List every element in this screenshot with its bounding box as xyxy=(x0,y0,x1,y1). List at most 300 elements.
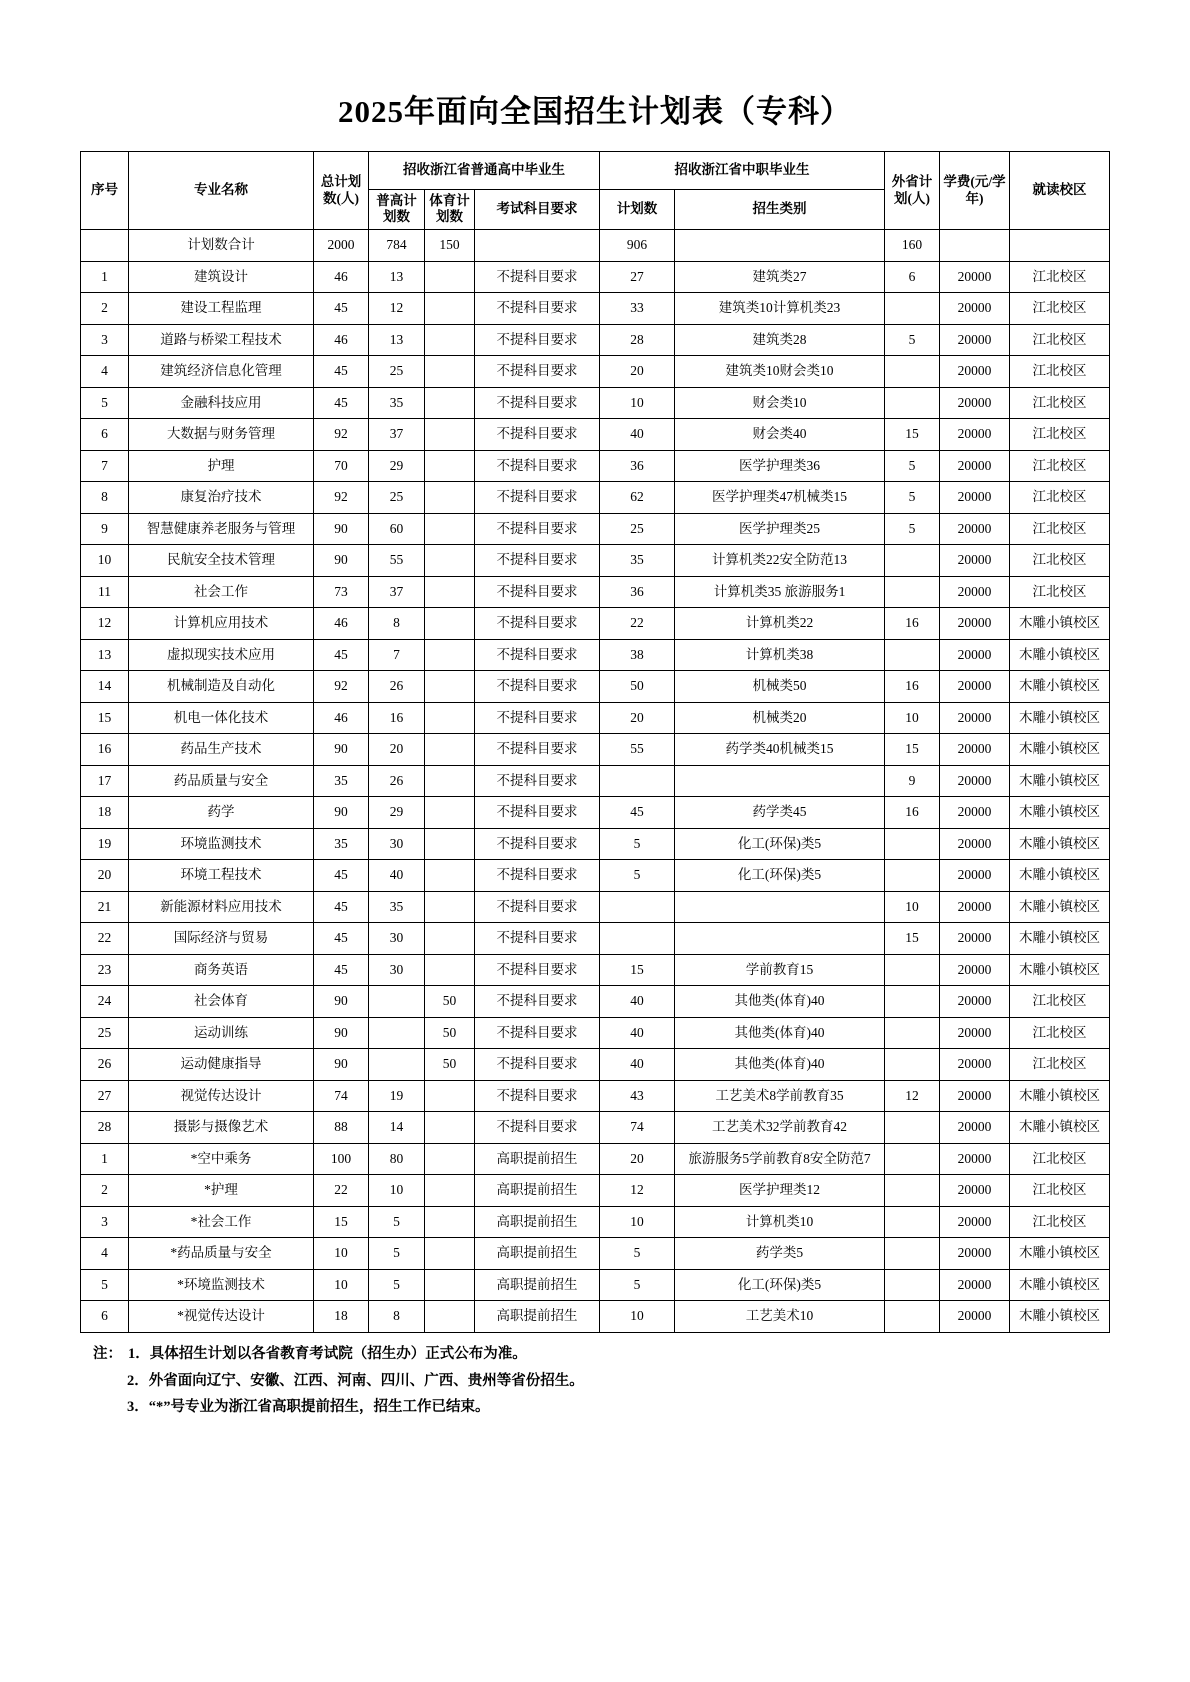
cell-exam-req: 不提科目要求 xyxy=(474,923,599,955)
cell-major: 护理 xyxy=(128,450,313,482)
cell-out-province: 10 xyxy=(885,702,940,734)
cell-zz-category: 医学护理类36 xyxy=(675,450,885,482)
cell-seq: 15 xyxy=(80,702,128,734)
cell-campus: 木雕小镇校区 xyxy=(1010,1112,1110,1144)
cell-exam-req: 高职提前招生 xyxy=(474,1238,599,1270)
cell-fee: 20000 xyxy=(940,671,1010,703)
cell-pg-plan xyxy=(368,986,424,1018)
cell-fee: 20000 xyxy=(940,576,1010,608)
cell-pg-plan: 26 xyxy=(368,765,424,797)
cell-campus: 木雕小镇校区 xyxy=(1010,860,1110,892)
cell-exam-req: 高职提前招生 xyxy=(474,1269,599,1301)
cell-zz-category: 医学护理类47机械类15 xyxy=(675,482,885,514)
cell-exam-req: 不提科目要求 xyxy=(474,828,599,860)
cell-fee: 20000 xyxy=(940,765,1010,797)
table-row xyxy=(80,860,1109,892)
cell-total: 73 xyxy=(313,576,368,608)
summary-pg: 784 xyxy=(368,230,424,262)
cell-zz-category: 计算机类38 xyxy=(675,639,885,671)
cell-major: 机械制造及自动化 xyxy=(128,671,313,703)
cell-pg-plan xyxy=(368,1017,424,1049)
cell-campus: 江北校区 xyxy=(1010,293,1110,325)
cell-seq: 4 xyxy=(80,356,128,388)
cell-major: 计算机应用技术 xyxy=(128,608,313,640)
cell-out-province xyxy=(885,356,940,388)
cell-total: 45 xyxy=(313,639,368,671)
cell-seq: 7 xyxy=(80,450,128,482)
cell-out-province: 15 xyxy=(885,923,940,955)
cell-major: 药学 xyxy=(128,797,313,829)
cell-seq: 20 xyxy=(80,860,128,892)
cell-total: 22 xyxy=(313,1175,368,1207)
cell-total: 46 xyxy=(313,324,368,356)
cell-seq: 4 xyxy=(80,1238,128,1270)
cell-total: 10 xyxy=(313,1269,368,1301)
cell-exam-req: 高职提前招生 xyxy=(474,1206,599,1238)
cell-major: 摄影与摄像艺术 xyxy=(128,1112,313,1144)
header-ty-plan: 体育计划数 xyxy=(424,189,474,230)
cell-total: 45 xyxy=(313,293,368,325)
cell-exam-req: 高职提前招生 xyxy=(474,1175,599,1207)
note-text-2: 2．外省面向辽宁、安徽、江西、河南、四川、广西、贵州等省份招生。 xyxy=(127,1372,584,1389)
summary-exam-empty xyxy=(474,230,599,262)
cell-seq: 6 xyxy=(80,1301,128,1333)
cell-zz-category: 计算机类22安全防范13 xyxy=(675,545,885,577)
cell-campus: 木雕小镇校区 xyxy=(1010,765,1110,797)
cell-out-province xyxy=(885,828,940,860)
header-row-1 xyxy=(80,152,1109,190)
cell-out-province xyxy=(885,1269,940,1301)
cell-major: 康复治疗技术 xyxy=(128,482,313,514)
cell-out-province: 5 xyxy=(885,482,940,514)
cell-campus: 江北校区 xyxy=(1010,1175,1110,1207)
cell-zz-plan: 36 xyxy=(600,576,675,608)
cell-campus: 木雕小镇校区 xyxy=(1010,639,1110,671)
cell-fee: 20000 xyxy=(940,482,1010,514)
cell-campus: 木雕小镇校区 xyxy=(1010,797,1110,829)
cell-total: 90 xyxy=(313,797,368,829)
note-text-1: 1．具体招生计划以各省教育考试院（招生办）正式公布为准。 xyxy=(128,1345,527,1362)
cell-ty-plan xyxy=(424,671,474,703)
cell-pg-plan: 25 xyxy=(368,482,424,514)
cell-major: 机电一体化技术 xyxy=(128,702,313,734)
cell-zz-category: 其他类(体育)40 xyxy=(675,1049,885,1081)
cell-campus: 江北校区 xyxy=(1010,1049,1110,1081)
cell-ty-plan xyxy=(424,828,474,860)
table-row xyxy=(80,923,1109,955)
table-row xyxy=(80,702,1109,734)
cell-ty-plan xyxy=(424,576,474,608)
cell-ty-plan xyxy=(424,702,474,734)
cell-ty-plan xyxy=(424,891,474,923)
summary-label: 计划数合计 xyxy=(128,230,313,262)
cell-ty-plan xyxy=(424,734,474,766)
cell-ty-plan xyxy=(424,765,474,797)
cell-fee: 20000 xyxy=(940,891,1010,923)
cell-zz-plan: 10 xyxy=(600,1206,675,1238)
cell-zz-plan: 20 xyxy=(600,1143,675,1175)
cell-major: *药品质量与安全 xyxy=(128,1238,313,1270)
cell-zz-plan: 5 xyxy=(600,1269,675,1301)
cell-campus: 木雕小镇校区 xyxy=(1010,1269,1110,1301)
cell-campus: 木雕小镇校区 xyxy=(1010,891,1110,923)
cell-fee: 20000 xyxy=(940,986,1010,1018)
cell-ty-plan xyxy=(424,860,474,892)
table-row xyxy=(80,324,1109,356)
admission-plan-table xyxy=(80,151,1110,1333)
note-line-1 xyxy=(93,1341,1097,1368)
table-row xyxy=(80,1238,1109,1270)
table-row xyxy=(80,734,1109,766)
cell-pg-plan: 8 xyxy=(368,608,424,640)
cell-campus: 江北校区 xyxy=(1010,1206,1110,1238)
cell-major: 环境工程技术 xyxy=(128,860,313,892)
cell-ty-plan: 50 xyxy=(424,1017,474,1049)
cell-major: 道路与桥梁工程技术 xyxy=(128,324,313,356)
cell-out-province: 10 xyxy=(885,891,940,923)
cell-pg-plan: 30 xyxy=(368,923,424,955)
table-row xyxy=(80,419,1109,451)
cell-fee: 20000 xyxy=(940,608,1010,640)
cell-fee: 20000 xyxy=(940,513,1010,545)
note-line-3 xyxy=(93,1394,1097,1421)
summary-row xyxy=(80,230,1109,262)
cell-out-province xyxy=(885,1017,940,1049)
cell-seq: 2 xyxy=(80,1175,128,1207)
cell-major: *环境监测技术 xyxy=(128,1269,313,1301)
cell-ty-plan xyxy=(424,545,474,577)
cell-out-province xyxy=(885,387,940,419)
cell-seq: 6 xyxy=(80,419,128,451)
cell-campus: 江北校区 xyxy=(1010,482,1110,514)
cell-exam-req: 不提科目要求 xyxy=(474,419,599,451)
cell-pg-plan: 30 xyxy=(368,828,424,860)
table-row xyxy=(80,1049,1109,1081)
cell-ty-plan xyxy=(424,639,474,671)
cell-out-province: 5 xyxy=(885,324,940,356)
cell-total: 35 xyxy=(313,828,368,860)
cell-major: 国际经济与贸易 xyxy=(128,923,313,955)
cell-seq: 10 xyxy=(80,545,128,577)
cell-fee: 20000 xyxy=(940,419,1010,451)
cell-zz-plan: 25 xyxy=(600,513,675,545)
cell-exam-req: 高职提前招生 xyxy=(474,1301,599,1333)
cell-campus: 木雕小镇校区 xyxy=(1010,1080,1110,1112)
table-row xyxy=(80,986,1109,1018)
cell-zz-category: 建筑类10财会类10 xyxy=(675,356,885,388)
cell-ty-plan xyxy=(424,513,474,545)
cell-exam-req: 不提科目要求 xyxy=(474,1112,599,1144)
cell-zz-plan xyxy=(600,891,675,923)
cell-major: *社会工作 xyxy=(128,1206,313,1238)
cell-major: 金融科技应用 xyxy=(128,387,313,419)
table-row xyxy=(80,1143,1109,1175)
cell-seq: 22 xyxy=(80,923,128,955)
table-row xyxy=(80,1112,1109,1144)
cell-pg-plan: 10 xyxy=(368,1175,424,1207)
cell-total: 100 xyxy=(313,1143,368,1175)
cell-exam-req: 不提科目要求 xyxy=(474,576,599,608)
cell-major: 环境监测技术 xyxy=(128,828,313,860)
cell-zz-category: 计算机类35 旅游服务1 xyxy=(675,576,885,608)
cell-zz-plan xyxy=(600,765,675,797)
table-body xyxy=(80,230,1109,1333)
cell-major: 智慧健康养老服务与管理 xyxy=(128,513,313,545)
cell-fee: 20000 xyxy=(940,860,1010,892)
cell-ty-plan xyxy=(424,1080,474,1112)
cell-fee: 20000 xyxy=(940,828,1010,860)
cell-fee: 20000 xyxy=(940,923,1010,955)
cell-major: 建设工程监理 xyxy=(128,293,313,325)
cell-zz-plan: 40 xyxy=(600,986,675,1018)
cell-out-province xyxy=(885,986,940,1018)
notes-label: 注： xyxy=(93,1345,122,1362)
cell-out-province: 16 xyxy=(885,671,940,703)
cell-zz-plan: 74 xyxy=(600,1112,675,1144)
cell-total: 90 xyxy=(313,1017,368,1049)
cell-fee: 20000 xyxy=(940,954,1010,986)
table-row xyxy=(80,513,1109,545)
table-row xyxy=(80,1017,1109,1049)
cell-pg-plan: 13 xyxy=(368,261,424,293)
cell-seq: 1 xyxy=(80,1143,128,1175)
cell-seq: 9 xyxy=(80,513,128,545)
table-row xyxy=(80,765,1109,797)
cell-zz-plan: 12 xyxy=(600,1175,675,1207)
cell-pg-plan: 35 xyxy=(368,387,424,419)
cell-out-province: 5 xyxy=(885,450,940,482)
cell-zz-plan: 22 xyxy=(600,608,675,640)
cell-total: 90 xyxy=(313,1049,368,1081)
cell-zz-category: 建筑类27 xyxy=(675,261,885,293)
cell-zz-plan: 40 xyxy=(600,1049,675,1081)
cell-exam-req: 高职提前招生 xyxy=(474,1143,599,1175)
cell-ty-plan xyxy=(424,1112,474,1144)
table-row xyxy=(80,608,1109,640)
cell-pg-plan: 80 xyxy=(368,1143,424,1175)
cell-fee: 20000 xyxy=(940,1238,1010,1270)
header-exam-req: 考试科目要求 xyxy=(474,189,599,230)
cell-zz-category: 财会类40 xyxy=(675,419,885,451)
cell-seq: 19 xyxy=(80,828,128,860)
cell-pg-plan: 19 xyxy=(368,1080,424,1112)
cell-zz-category: 化工(环保)类5 xyxy=(675,828,885,860)
cell-zz-plan: 5 xyxy=(600,828,675,860)
cell-zz-category xyxy=(675,765,885,797)
table-row xyxy=(80,293,1109,325)
cell-zz-category: 药学类40机械类15 xyxy=(675,734,885,766)
cell-campus: 木雕小镇校区 xyxy=(1010,1238,1110,1270)
cell-ty-plan xyxy=(424,356,474,388)
cell-zz-category: 药学类5 xyxy=(675,1238,885,1270)
table-row xyxy=(80,1301,1109,1333)
cell-major: 民航安全技术管理 xyxy=(128,545,313,577)
cell-seq: 5 xyxy=(80,387,128,419)
cell-campus: 木雕小镇校区 xyxy=(1010,1301,1110,1333)
cell-out-province: 16 xyxy=(885,608,940,640)
cell-out-province: 15 xyxy=(885,734,940,766)
cell-pg-plan: 60 xyxy=(368,513,424,545)
cell-zz-plan: 62 xyxy=(600,482,675,514)
cell-fee: 20000 xyxy=(940,1017,1010,1049)
cell-seq: 16 xyxy=(80,734,128,766)
cell-zz-category: 机械类20 xyxy=(675,702,885,734)
table-row xyxy=(80,671,1109,703)
cell-out-province xyxy=(885,1238,940,1270)
cell-campus: 江北校区 xyxy=(1010,1143,1110,1175)
cell-campus: 木雕小镇校区 xyxy=(1010,608,1110,640)
cell-fee: 20000 xyxy=(940,1269,1010,1301)
cell-total: 74 xyxy=(313,1080,368,1112)
cell-zz-plan: 10 xyxy=(600,1301,675,1333)
cell-zz-category: 计算机类10 xyxy=(675,1206,885,1238)
cell-zz-category: 药学类45 xyxy=(675,797,885,829)
cell-exam-req: 不提科目要求 xyxy=(474,482,599,514)
cell-seq: 26 xyxy=(80,1049,128,1081)
cell-total: 45 xyxy=(313,891,368,923)
cell-ty-plan xyxy=(424,797,474,829)
cell-major: *空中乘务 xyxy=(128,1143,313,1175)
cell-fee: 20000 xyxy=(940,702,1010,734)
cell-major: 社会工作 xyxy=(128,576,313,608)
cell-zz-category: 计算机类22 xyxy=(675,608,885,640)
cell-total: 18 xyxy=(313,1301,368,1333)
cell-exam-req: 不提科目要求 xyxy=(474,324,599,356)
cell-exam-req: 不提科目要求 xyxy=(474,513,599,545)
summary-total: 2000 xyxy=(313,230,368,262)
table-row xyxy=(80,639,1109,671)
summary-empty-seq xyxy=(80,230,128,262)
cell-seq: 27 xyxy=(80,1080,128,1112)
cell-zz-plan: 20 xyxy=(600,702,675,734)
cell-out-province xyxy=(885,1049,940,1081)
cell-fee: 20000 xyxy=(940,639,1010,671)
cell-out-province xyxy=(885,1112,940,1144)
cell-zz-category: 医学护理类12 xyxy=(675,1175,885,1207)
cell-exam-req: 不提科目要求 xyxy=(474,1049,599,1081)
cell-ty-plan xyxy=(424,450,474,482)
cell-fee: 20000 xyxy=(940,1206,1010,1238)
cell-campus: 木雕小镇校区 xyxy=(1010,954,1110,986)
note-text-3: 3．“*”号专业为浙江省高职提前招生，招生工作已结束。 xyxy=(127,1399,490,1416)
cell-fee: 20000 xyxy=(940,450,1010,482)
summary-fee-empty xyxy=(940,230,1010,262)
cell-exam-req: 不提科目要求 xyxy=(474,671,599,703)
cell-zz-plan: 5 xyxy=(600,860,675,892)
cell-zz-category: 财会类10 xyxy=(675,387,885,419)
cell-ty-plan xyxy=(424,419,474,451)
cell-major: 视觉传达设计 xyxy=(128,1080,313,1112)
cell-exam-req: 不提科目要求 xyxy=(474,1080,599,1112)
cell-seq: 1 xyxy=(80,261,128,293)
cell-ty-plan xyxy=(424,923,474,955)
cell-pg-plan: 26 xyxy=(368,671,424,703)
cell-exam-req: 不提科目要求 xyxy=(474,734,599,766)
cell-out-province: 16 xyxy=(885,797,940,829)
cell-zz-plan: 5 xyxy=(600,1238,675,1270)
cell-zz-plan xyxy=(600,923,675,955)
cell-campus: 木雕小镇校区 xyxy=(1010,923,1110,955)
cell-pg-plan: 40 xyxy=(368,860,424,892)
cell-pg-plan: 14 xyxy=(368,1112,424,1144)
cell-seq: 28 xyxy=(80,1112,128,1144)
cell-pg-plan: 29 xyxy=(368,450,424,482)
cell-ty-plan xyxy=(424,482,474,514)
table-row xyxy=(80,1080,1109,1112)
cell-total: 92 xyxy=(313,482,368,514)
table-row xyxy=(80,828,1109,860)
cell-pg-plan: 37 xyxy=(368,576,424,608)
cell-campus: 木雕小镇校区 xyxy=(1010,734,1110,766)
cell-fee: 20000 xyxy=(940,797,1010,829)
cell-ty-plan xyxy=(424,608,474,640)
cell-total: 46 xyxy=(313,608,368,640)
cell-out-province xyxy=(885,576,940,608)
cell-zz-category: 其他类(体育)40 xyxy=(675,986,885,1018)
cell-total: 45 xyxy=(313,954,368,986)
cell-pg-plan: 7 xyxy=(368,639,424,671)
cell-total: 46 xyxy=(313,261,368,293)
cell-major: 虚拟现实技术应用 xyxy=(128,639,313,671)
cell-major: 药品生产技术 xyxy=(128,734,313,766)
cell-zz-plan: 36 xyxy=(600,450,675,482)
cell-exam-req: 不提科目要求 xyxy=(474,1017,599,1049)
cell-campus: 江北校区 xyxy=(1010,1017,1110,1049)
table-row xyxy=(80,954,1109,986)
cell-major: 新能源材料应用技术 xyxy=(128,891,313,923)
summary-cat-empty xyxy=(675,230,885,262)
cell-pg-plan: 55 xyxy=(368,545,424,577)
cell-pg-plan xyxy=(368,1049,424,1081)
table-row xyxy=(80,576,1109,608)
cell-seq: 5 xyxy=(80,1269,128,1301)
summary-out: 160 xyxy=(885,230,940,262)
cell-total: 88 xyxy=(313,1112,368,1144)
cell-zz-plan: 28 xyxy=(600,324,675,356)
cell-out-province xyxy=(885,1301,940,1333)
cell-zz-category: 工艺美术32学前教育42 xyxy=(675,1112,885,1144)
summary-ty: 150 xyxy=(424,230,474,262)
cell-total: 10 xyxy=(313,1238,368,1270)
header-campus: 就读校区 xyxy=(1010,152,1110,230)
table-row xyxy=(80,545,1109,577)
cell-fee: 20000 xyxy=(940,387,1010,419)
cell-zz-category: 其他类(体育)40 xyxy=(675,1017,885,1049)
cell-ty-plan xyxy=(424,1301,474,1333)
cell-fee: 20000 xyxy=(940,1049,1010,1081)
cell-zz-category: 医学护理类25 xyxy=(675,513,885,545)
summary-zz: 906 xyxy=(600,230,675,262)
table-header xyxy=(80,152,1109,230)
cell-campus: 江北校区 xyxy=(1010,324,1110,356)
cell-ty-plan xyxy=(424,954,474,986)
cell-seq: 18 xyxy=(80,797,128,829)
cell-exam-req: 不提科目要求 xyxy=(474,986,599,1018)
cell-ty-plan xyxy=(424,1206,474,1238)
cell-zz-plan: 15 xyxy=(600,954,675,986)
cell-seq: 12 xyxy=(80,608,128,640)
cell-ty-plan: 50 xyxy=(424,986,474,1018)
cell-campus: 木雕小镇校区 xyxy=(1010,702,1110,734)
cell-major: 建筑经济信息化管理 xyxy=(128,356,313,388)
table-row xyxy=(80,1206,1109,1238)
table-row xyxy=(80,891,1109,923)
cell-fee: 20000 xyxy=(940,1112,1010,1144)
header-pg-plan: 普高计划数 xyxy=(368,189,424,230)
cell-zz-category: 化工(环保)类5 xyxy=(675,1269,885,1301)
cell-out-province xyxy=(885,860,940,892)
cell-fee: 20000 xyxy=(940,1080,1010,1112)
